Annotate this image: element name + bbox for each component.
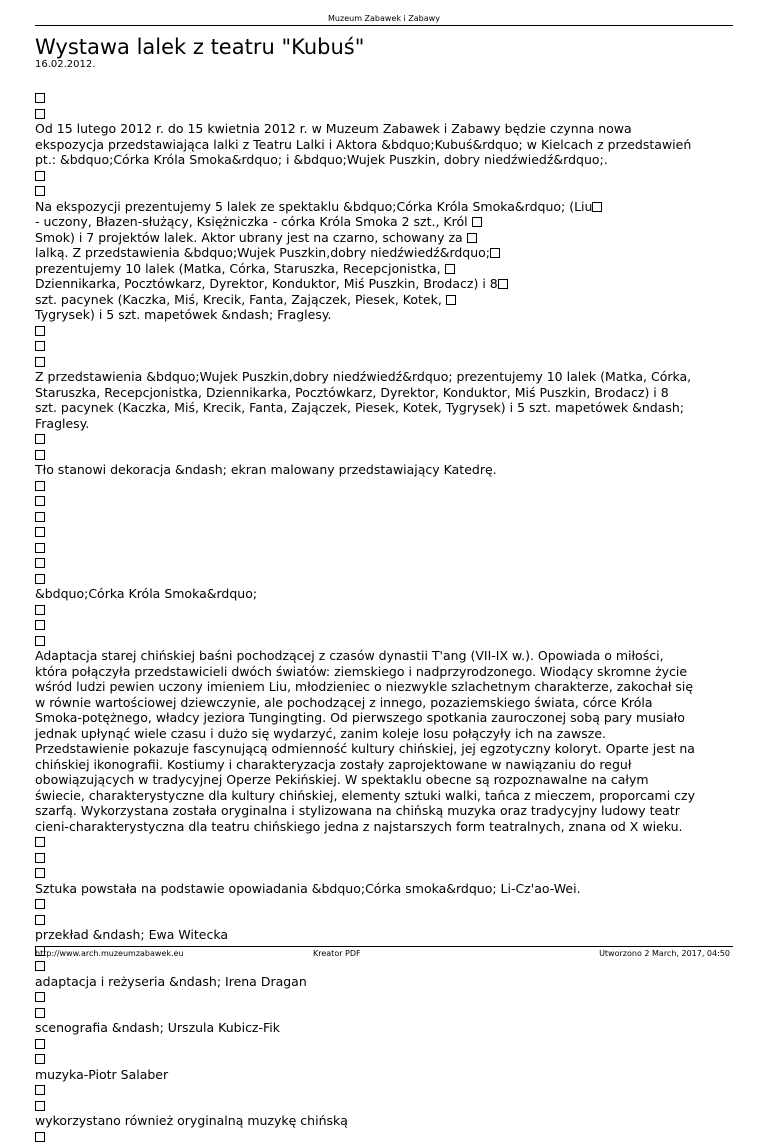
body-paragraph xyxy=(35,90,735,106)
footer-divider xyxy=(35,946,733,947)
body-paragraph xyxy=(35,834,735,850)
missing-glyph-icon xyxy=(35,543,45,553)
body-paragraph xyxy=(35,447,735,478)
missing-glyph-icon xyxy=(35,837,45,847)
missing-glyph-icon xyxy=(490,248,500,258)
body-paragraph xyxy=(35,168,735,184)
missing-glyph-icon xyxy=(35,605,45,615)
publication-date: 16.02.2012. xyxy=(35,59,95,71)
missing-glyph-icon xyxy=(35,481,45,491)
body-paragraph xyxy=(35,1005,735,1036)
missing-glyph-icon xyxy=(445,264,455,274)
paragraph-text: Na ekspozycji prezentujemy 5 lalek ze spektaklu &bdquo;Córka Króla Smoka&rdquo; (Liu - uczony, Błazen-służący, Księżniczka - córka Króla Smoka 2 szt., Król Smok) i 7 projektów lalek. Aktor ubrany jest na czarno, schowany za lalką. Z przedstawienia &bdquo;Wujek Puszkin,dobry niedźwiedź&rdquo; prezentujemy 10 lalek (Matka, Córka, Staruszka, Recepcjonistka, Dziennikarka, Pocztówkarz, Dyrektor, Konduktor, Miś Puszkin, Brodacz) i 8 szt. pacynek (Kaczka, Miś, Krecik, Fanta, Zajączek, Piesek, Kotek, Tygrysek) i 5 szt. mapetówek &ndash; Fraglesy. xyxy=(35,199,604,323)
missing-glyph-icon xyxy=(35,868,45,878)
body-paragraph xyxy=(35,509,735,525)
body-paragraph xyxy=(35,478,735,494)
missing-glyph-icon xyxy=(35,109,45,119)
missing-glyph-icon xyxy=(498,279,508,289)
paragraph-text: Z przedstawienia &bdquo;Wujek Puszkin,dobry niedźwiedź&rdquo; prezentujemy 10 lalek (Matka, Córka, Staruszka, Recepcjonistka, Dziennikarka, Pocztówkarz, Dyrektor, Konduktor, Miś Puszkin, Brodacz) i 8 szt. pacynek (Kaczka, Miś, Krecik, Fanta, Zajączek, Piesek, Kotek, Tygrysek) i 5 szt. mapetówek &ndash; Fraglesy. xyxy=(35,369,691,431)
missing-glyph-icon xyxy=(35,186,45,196)
missing-glyph-icon xyxy=(35,1085,45,1095)
missing-glyph-icon xyxy=(35,1008,45,1018)
missing-glyph-icon xyxy=(35,496,45,506)
paragraph-text: Adaptacja starej chińskiej baśni pochodzącej z czasów dynastii T'ang (VII-IX w.). Opowiada o miłości, która połączyła przedstawicieli dwóch światów: ziemskiego i nadprzyrodzonego. Wiodący skromne życie wśród ludzi pewien uczony imieniem Liu, młodzieniec o niezwykle szlachetnym charakterze, zakochał się w równie wartościowej dziewczynie, ale pochodzącej z innego, pozaziemskiego świata, córce Króla Smoka-potężnego, władcy jeziora Tungingting. Od pierwszego spotkania zauroczonej sobą pary musiało jednak upłynąć wiele czasu i dużo się wydarzyć, zanim koleje losu połączyły ich na zawsze. Przedstawienie pokazuje fascynującą odmienność kultury chińskiej, jej egzotyczny koloryt. Oparte jest na chińskiej ikonografii. Kostiumy i charakteryzacja zostały zaprojektowane w nawiązaniu do reguł obowiązujących w tradycyjnej Operze Pekińskiej. W spektaklu obecne są rozpoznawalne na całym świecie, charakterystyczne dla kultury chińskiej, elementy sztuki walki, tańca z mieczem, proporcami czy szarfą. Wykorzystana została oryginalna i stylizowana na chińską muzyka oraz tradycyjny ludowy teatr cieni-charakterystyczna dla teatru chińskiego jedna z najstarszych form teatralnych, znana od X wieku. xyxy=(35,648,695,834)
body-paragraph xyxy=(35,633,735,835)
missing-glyph-icon xyxy=(35,636,45,646)
missing-glyph-icon xyxy=(35,1101,45,1111)
missing-glyph-icon xyxy=(35,915,45,925)
missing-glyph-icon xyxy=(35,853,45,863)
missing-glyph-icon xyxy=(472,217,482,227)
body-paragraph xyxy=(35,524,735,540)
body-paragraph xyxy=(35,1036,735,1052)
article-body xyxy=(35,90,735,1144)
paragraph-text: Tło stanowi dekoracja &ndash; ekran malowany przedstawiający Katedrę. xyxy=(35,462,497,477)
missing-glyph-icon xyxy=(35,512,45,522)
missing-glyph-icon xyxy=(467,233,477,243)
body-paragraph xyxy=(35,431,735,447)
missing-glyph-icon xyxy=(35,326,45,336)
paragraph-text: scenografia &ndash; Urszula Kubicz-Fik xyxy=(35,1020,280,1035)
paragraph-text: przekład &ndash; Ewa Witecka xyxy=(35,927,228,942)
missing-glyph-icon xyxy=(35,1039,45,1049)
body-paragraph xyxy=(35,493,735,509)
body-paragraph xyxy=(35,958,735,989)
missing-glyph-icon xyxy=(35,93,45,103)
body-paragraph xyxy=(35,617,735,633)
body-paragraph xyxy=(35,989,735,1005)
body-paragraph xyxy=(35,540,735,556)
missing-glyph-icon xyxy=(35,527,45,537)
missing-glyph-icon xyxy=(592,202,602,212)
body-paragraph xyxy=(35,896,735,912)
missing-glyph-icon xyxy=(35,450,45,460)
missing-glyph-icon xyxy=(35,341,45,351)
body-paragraph xyxy=(35,865,735,896)
footer-generator: Kreator PDF xyxy=(313,949,361,959)
body-paragraph xyxy=(35,183,735,323)
missing-glyph-icon xyxy=(35,620,45,630)
missing-glyph-icon xyxy=(35,558,45,568)
page-title: Wystawa lalek z teatru "Kubuś" xyxy=(35,34,364,60)
paragraph-text: &bdquo;Córka Króla Smoka&rdquo; xyxy=(35,586,257,601)
body-paragraph xyxy=(35,1129,735,1144)
body-paragraph xyxy=(35,850,735,866)
missing-glyph-icon xyxy=(446,295,456,305)
paragraph-text: muzyka-Piotr Salaber xyxy=(35,1067,168,1082)
paragraph-text: adaptacja i reżyseria &ndash; Irena Dragan xyxy=(35,974,307,989)
missing-glyph-icon xyxy=(35,171,45,181)
body-paragraph xyxy=(35,555,735,571)
body-paragraph xyxy=(35,571,735,602)
body-paragraph xyxy=(35,354,735,432)
footer-created-date: Utworzono 2 March, 2017, 04:50 xyxy=(599,949,730,959)
body-paragraph xyxy=(35,912,735,943)
paragraph-text: wykorzystano również oryginalną muzykę chińską xyxy=(35,1113,348,1128)
body-paragraph xyxy=(35,1098,735,1129)
missing-glyph-icon xyxy=(35,357,45,367)
paragraph-text: Sztuka powstała na podstawie opowiadania &bdquo;Córka smoka&rdquo; Li-Cz'ao-Wei. xyxy=(35,881,581,896)
footer-url: http://www.arch.muzeumzabawek.eu xyxy=(35,949,184,959)
missing-glyph-icon xyxy=(35,899,45,909)
missing-glyph-icon xyxy=(35,1054,45,1064)
header-divider xyxy=(35,25,733,26)
body-paragraph xyxy=(35,1051,735,1082)
missing-glyph-icon xyxy=(35,574,45,584)
site-header: Muzeum Zabawek i Zabawy xyxy=(0,14,768,24)
paragraph-text: Od 15 lutego 2012 r. do 15 kwietnia 2012 r. w Muzeum Zabawek i Zabawy będzie czynna nowa ekspozycja przedstawiająca lalki z Teatru Lalki i Aktora &bdquo;Kubuś&rdquo; w Kielcach z przedstawień pt.: &bdquo;Córka Króla Smoka&rdquo; i &bdquo;Wujek Puszkin, dobry niedźwiedź&rdquo;. xyxy=(35,121,691,167)
missing-glyph-icon xyxy=(35,434,45,444)
body-paragraph xyxy=(35,323,735,339)
body-paragraph xyxy=(35,1082,735,1098)
body-paragraph xyxy=(35,338,735,354)
missing-glyph-icon xyxy=(35,961,45,971)
body-paragraph xyxy=(35,602,735,618)
missing-glyph-icon xyxy=(35,1132,45,1142)
body-paragraph xyxy=(35,106,735,168)
